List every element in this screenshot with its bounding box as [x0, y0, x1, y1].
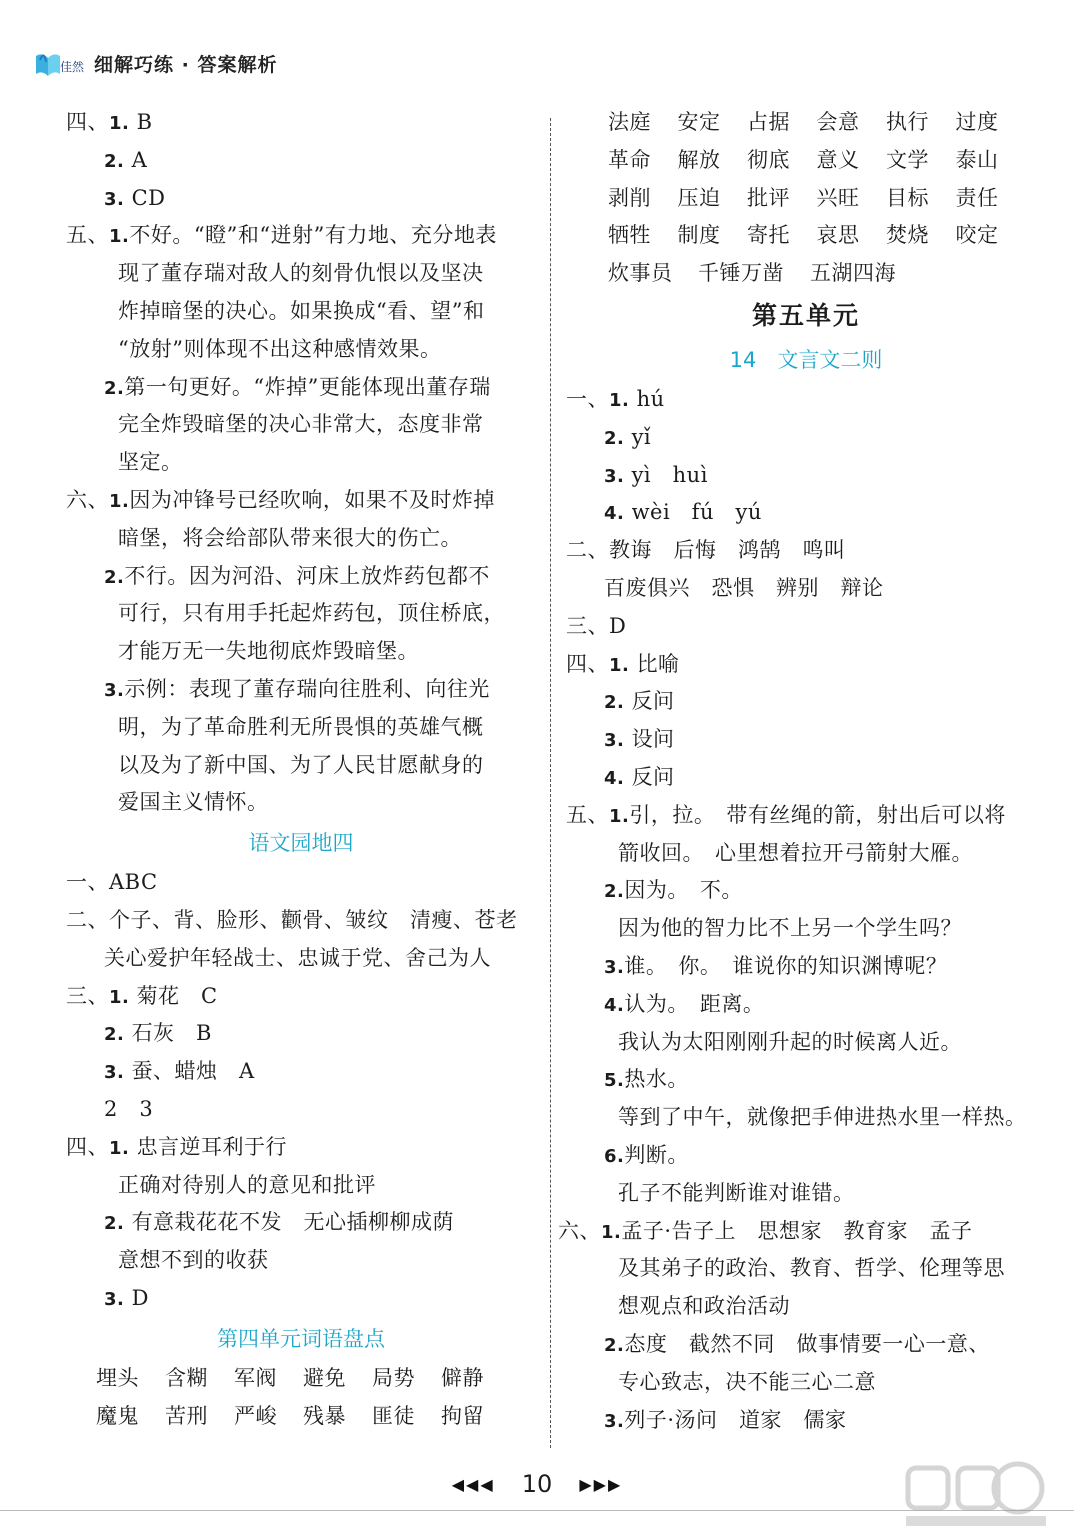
answer-line: 可行，只有用手托起炸药包，顶住桥底， [118, 601, 505, 626]
answer-line: 3. D [104, 1285, 149, 1310]
word-row: 炊事员 千锤万凿 五湖四海 [608, 261, 896, 286]
answer-line: 2.第一句更好。“炸掉”更能体现出董存瑞 [104, 374, 491, 399]
answer-line: 二、教诲 后悔 鸿鹄 鸣叫 [566, 538, 846, 563]
answer-line: 四、1. 忠言逆耳利于行 [66, 1134, 288, 1159]
answer-line: 四、1. B [66, 110, 153, 134]
prev-arrows-icon: ◀◀◀ [451, 1474, 495, 1494]
answer-line: 想观点和政治活动 [618, 1294, 790, 1319]
word-row: 牺牲 制度 寄托 哀思 焚烧 咬定 [608, 223, 999, 248]
answer-line: 3.列子·汤问 道家 儒家 [604, 1407, 847, 1432]
answer-line: 2. A [104, 147, 148, 172]
word-row: 革命 解放 彻底 意义 文学 泰山 [608, 147, 999, 172]
answer-line: 完全炸毁暗堡的决心非常大，态度非常 [118, 412, 484, 437]
next-arrows-icon: ▶▶▶ [579, 1474, 623, 1494]
word-row: 剥削 压迫 批评 兴旺 目标 责任 [608, 185, 999, 210]
brand-name: 佳然 [60, 60, 85, 74]
answer-line: 三、1. 菊花 C [66, 983, 218, 1008]
word-row: 法庭 安定 占据 会意 执行 过度 [608, 110, 999, 134]
answer-line: 4.认为。 距离。 [604, 991, 765, 1016]
answer-line: 爱国主义情怀。 [118, 790, 269, 815]
answer-line: 2 3 [104, 1096, 154, 1121]
watermark-logo-icon [900, 1458, 1050, 1530]
left-column [66, 104, 536, 1435]
answer-line: 6.判断。 [604, 1142, 689, 1167]
answer-line: 2. yǐ [604, 424, 652, 449]
answer-line: 3. CD [104, 185, 166, 210]
page-title: 细解巧练 · 答案解析 [94, 53, 278, 76]
unit-title: 第五单元 [751, 300, 860, 330]
answer-line: 意想不到的收获 [118, 1248, 269, 1273]
answer-line: 5.热水。 [604, 1067, 689, 1092]
answer-line: 3. 蚕、蜡烛 A [104, 1059, 255, 1084]
answer-line: 百废俱兴 恐惧 辨别 辩论 [604, 575, 884, 600]
answer-line: 六、1.孟子·告子上 思想家 教育家 孟子 [558, 1218, 973, 1243]
answer-line: 2. 反问 [604, 689, 675, 714]
answer-line: 炸掉暗堡的决心。如果换成“看、望”和 [118, 298, 485, 323]
answer-line: 二、个子、背、脸形、颧骨、皱纹 清瘦、苍老 [66, 907, 518, 932]
answer-line: 3. yì huì [604, 462, 708, 487]
page-header [34, 46, 277, 80]
right-column [558, 104, 1046, 1439]
answer-line: 现了董存瑞对敌人的刻骨仇恨以及坚决 [118, 261, 484, 286]
answer-line: 2. 有意栽花花不发 无心插柳柳成荫 [104, 1210, 455, 1235]
answer-line: 我认为太阳刚刚升起的时候离人近。 [618, 1029, 962, 1054]
answer-line: 孔子不能判断谁对谁错。 [618, 1180, 855, 1205]
answer-line: 关心爱护年轻战士、忠诚于党、舍己为人 [104, 945, 491, 970]
answer-line: 四、1. 比喻 [566, 651, 680, 676]
answer-line: 4. 反问 [604, 764, 675, 789]
word-row: 埋头 含糊 军阀 避免 局势 僻静 [96, 1365, 484, 1390]
answer-line: 等到了中午，就像把手伸进热水里一样热。 [618, 1105, 1027, 1130]
lesson-title: 14 文言文二则 [729, 347, 883, 372]
answer-line: 坚定。 [118, 450, 183, 475]
answer-line: 六、1.因为冲锋号已经吹响，如果不及时炸掉 [66, 487, 495, 512]
answer-line: 3. 设问 [604, 727, 675, 752]
answer-line: “放射”则体现不出这种感情效果。 [118, 336, 442, 361]
brand-logo [34, 48, 86, 78]
answer-line: 2.因为。 不。 [604, 878, 743, 903]
answer-line: 因为他的智力比不上另一个学生吗？ [618, 916, 962, 941]
answer-line: 才能万无一失地彻底炸毁暗堡。 [118, 639, 419, 664]
section-title: 语文园地四 [248, 831, 354, 856]
answer-line: 专心致志，决不能三心二意 [618, 1369, 876, 1394]
answer-line: 三、D [566, 613, 627, 638]
answer-line: 3.示例：表现了董存瑞向往胜利、向往光 [104, 676, 490, 701]
answer-line: 以及为了新中国、为了人民甘愿献身的 [118, 752, 484, 777]
answer-line: 一、1. hú [566, 386, 665, 411]
word-row: 魔鬼 苦刑 严峻 残暴 匪徒 拘留 [96, 1403, 484, 1428]
answer-line: 箭收回。 心里想着拉开弓箭射大雁。 [618, 840, 973, 865]
column-divider [550, 118, 551, 1448]
answer-line: 明，为了革命胜利无所畏惧的英雄气概 [118, 714, 484, 739]
answer-line: 2.态度 截然不同 做事情要一心一意、 [604, 1331, 990, 1356]
answer-line: 五、1.引，拉。 带有丝绳的箭，射出后可以将 [566, 802, 1006, 827]
answer-line: 2.不行。因为河沿、河床上放炸药包都不 [104, 563, 490, 588]
answer-line: 暗堡，将会给部队带来很大的伤亡。 [118, 525, 462, 550]
answer-line: 3.谁。 你。 谁说你的知识渊博呢？ [604, 953, 948, 978]
section-title: 第四单元词语盘点 [217, 1326, 385, 1351]
answer-line: 2. 石灰 B [104, 1021, 212, 1046]
answer-line: 五、1.不好。“瞪”和“迸射”有力地、充分地表 [66, 223, 497, 248]
answer-line: 及其弟子的政治、教育、哲学、伦理等思 [618, 1256, 1005, 1281]
page-number: 10 [521, 1470, 553, 1498]
answer-line: 正确对待别人的意见和批评 [118, 1172, 376, 1197]
answer-line: 4. wèi fú yú [604, 500, 762, 525]
answer-line: 一、ABC [66, 870, 158, 895]
